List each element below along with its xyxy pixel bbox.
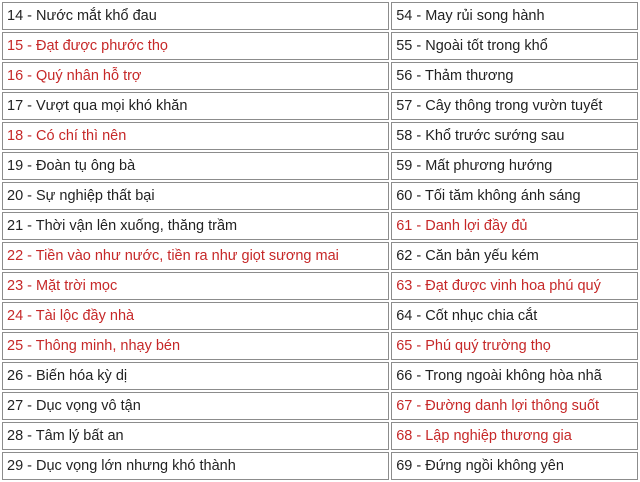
table-cell-left: 15 - Đạt được phước thọ	[2, 32, 389, 60]
table-cell-right: 56 - Thảm thương	[391, 62, 638, 90]
table-cell-left: 29 - Dục vọng lớn nhưng khó thành	[2, 452, 389, 480]
table-cell-left: 27 - Dục vọng vô tận	[2, 392, 389, 420]
table-cell-left: 20 - Sự nghiệp thất bại	[2, 182, 389, 210]
table-row	[2, 362, 638, 390]
table-row	[2, 152, 638, 180]
table-row	[2, 32, 638, 60]
table-cell-left: 19 - Đoàn tụ ông bà	[2, 152, 389, 180]
table-cell-right: 57 - Cây thông trong vườn tuyết	[391, 92, 638, 120]
table-cell-left: 17 - Vượt qua mọi khó khăn	[2, 92, 389, 120]
table-row	[2, 332, 638, 360]
table-cell-right: 54 - May rủi song hành	[391, 2, 638, 30]
table-cell-left: 25 - Thông minh, nhạy bén	[2, 332, 389, 360]
table-row	[2, 2, 638, 30]
table-cell-left: 28 - Tâm lý bất an	[2, 422, 389, 450]
table-row	[2, 62, 638, 90]
table-cell-right: 63 - Đạt được vinh hoa phú quý	[391, 272, 638, 300]
table-cell-left: 21 - Thời vận lên xuống, thăng trầm	[2, 212, 389, 240]
table-cell-left: 26 - Biến hóa kỳ dị	[2, 362, 389, 390]
table-cell-right: 60 - Tối tăm không ánh sáng	[391, 182, 638, 210]
table-cell-left: 16 - Quý nhân hỗ trợ	[2, 62, 389, 90]
table-row	[2, 242, 638, 270]
table-cell-right: 55 - Ngoài tốt trong khổ	[391, 32, 638, 60]
table-row	[2, 182, 638, 210]
table-cell-right: 61 - Danh lợi đầy đủ	[391, 212, 638, 240]
table-cell-left: 23 - Mặt trời mọc	[2, 272, 389, 300]
table-cell-left: 22 - Tiền vào như nước, tiền ra như giọt sương mai	[2, 242, 389, 270]
table-row	[2, 452, 638, 480]
table-cell-right: 59 - Mất phương hướng	[391, 152, 638, 180]
table-cell-right: 66 - Trong ngoài không hòa nhã	[391, 362, 638, 390]
table-row	[2, 122, 638, 150]
table-cell-right: 58 - Khổ trước sướng sau	[391, 122, 638, 150]
table-row	[2, 92, 638, 120]
table-row	[2, 302, 638, 330]
table-row	[2, 392, 638, 420]
table-cell-left: 18 - Có chí thì nên	[2, 122, 389, 150]
table-cell-right: 69 - Đứng ngồi không yên	[391, 452, 638, 480]
table-row	[2, 272, 638, 300]
table-cell-right: 64 - Cốt nhục chia cắt	[391, 302, 638, 330]
table-row	[2, 422, 638, 450]
table-cell-right: 62 - Căn bản yếu kém	[391, 242, 638, 270]
table-cell-right: 68 - Lập nghiệp thương gia	[391, 422, 638, 450]
table-row	[2, 212, 638, 240]
table-cell-left: 24 - Tài lộc đầy nhà	[2, 302, 389, 330]
table-cell-right: 67 - Đường danh lợi thông suốt	[391, 392, 638, 420]
table-cell-right: 65 - Phú quý trường thọ	[391, 332, 638, 360]
table-cell-left: 14 - Nước mắt khổ đau	[2, 2, 389, 30]
table-body	[2, 2, 638, 480]
